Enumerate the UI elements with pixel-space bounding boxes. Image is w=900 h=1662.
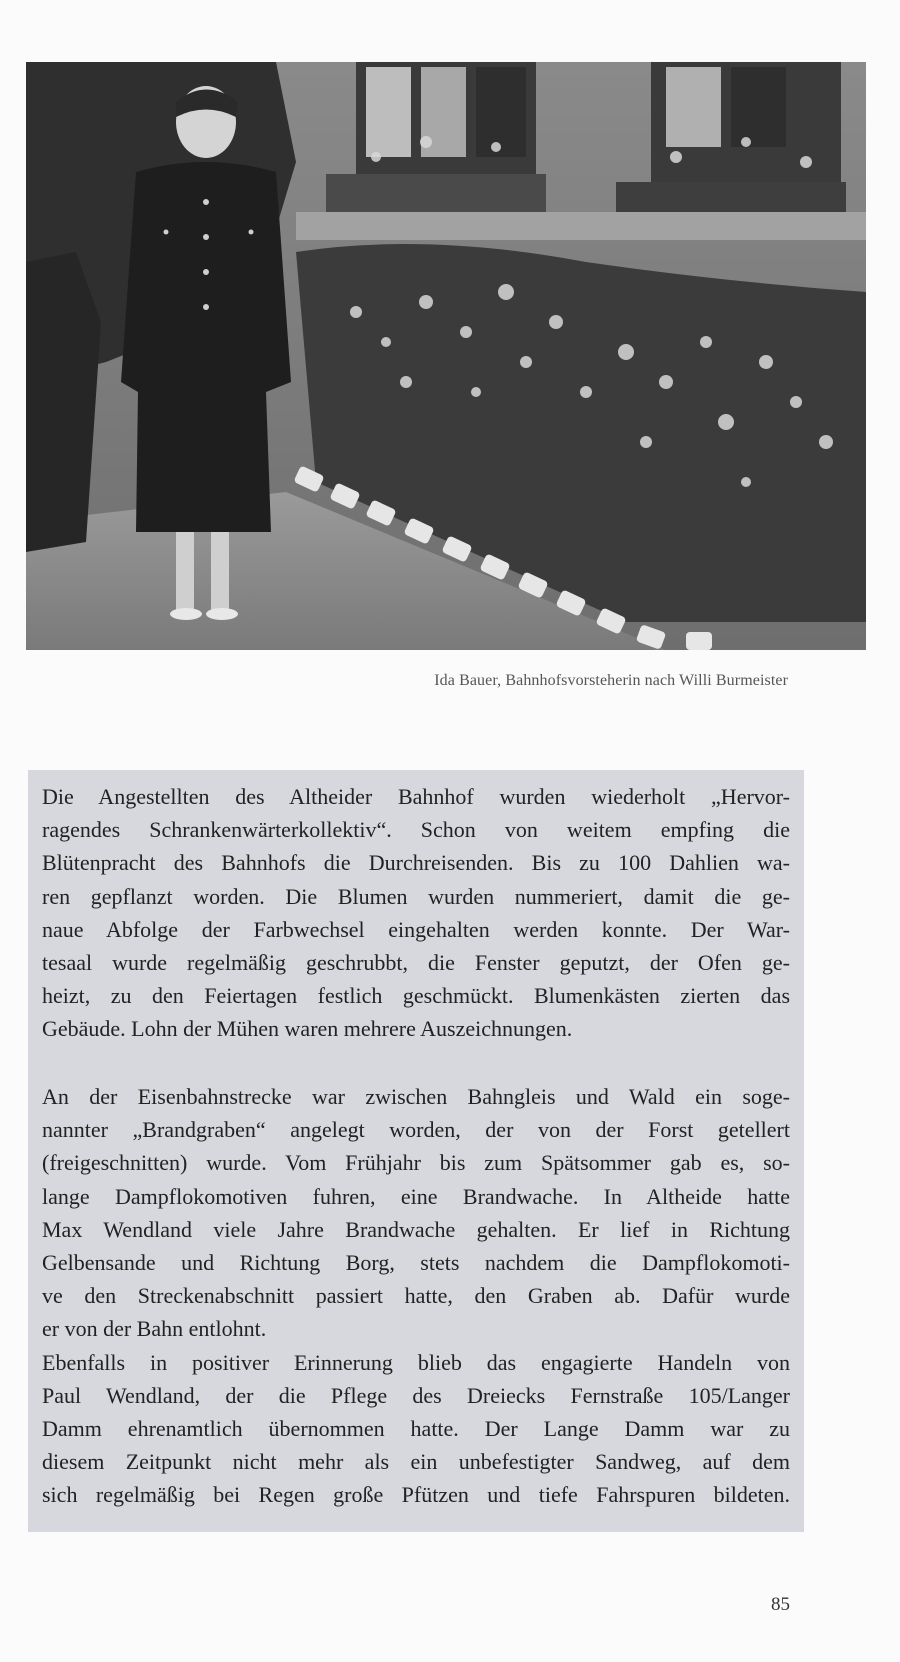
text-line: heizt, zu den Feiertagen festlich geschmückt. Blumenkästen zierten das	[42, 983, 790, 1009]
paragraph-2	[42, 1080, 790, 1512]
text-line: Damm ehrenamtlich übernommen hatte. Der Lange Damm war zu	[42, 1416, 790, 1442]
text-line: Ebenfalls in positiver Erinnerung blieb das engagierte Handeln von	[42, 1349, 790, 1375]
photo-caption: Ida Bauer, Bahnhofsvorsteherin nach Willi Burmeister	[434, 672, 788, 689]
text-line: Die Angestellten des Altheider Bahnhof wurden wiederholt „Hervor-	[42, 784, 790, 809]
text-line: diesem Zeitpunkt nicht mehr als ein unbefestigter Sandweg, auf dem	[42, 1449, 790, 1475]
text-line: er von der Bahn entlohnt.	[42, 1316, 267, 1342]
text-line: An der Eisenbahnstrecke war zwischen Bahngleis und Wald ein soge-	[42, 1084, 790, 1109]
text-line: ve den Streckenabschnitt passiert hatte, den Graben ab. Dafür wurde	[42, 1283, 790, 1309]
page-number: 85	[771, 1594, 790, 1615]
text-line: Gelbensande und Richtung Borg, stets nachdem die Dampflokomoti-	[42, 1250, 790, 1276]
text-line: Gebäude. Lohn der Mühen waren mehrere Auszeichnungen.	[42, 1016, 573, 1042]
text-line: sich regelmäßig bei Regen große Pfützen und tiefe Fahrspuren bildeten.	[42, 1482, 790, 1508]
text-line: Blütenpracht des Bahnhofs die Durchreisenden. Bis zu 100 Dahlien wa-	[42, 850, 790, 876]
text-line: lange Dampflokomotiven fuhren, eine Brandwache. In Altheide hatte	[42, 1183, 790, 1209]
text-line: ragendes Schrankenwärterkollektiv“. Schon von weitem empfing die	[42, 817, 790, 843]
paragraph-1	[42, 780, 790, 1046]
text-line: ren gepflanzt worden. Die Blumen wurden nummeriert, damit die ge-	[42, 883, 790, 909]
text-line: tesaal wurde regelmäßig geschrubbt, die Fenster geputzt, der Ofen ge-	[42, 950, 790, 976]
text-line: Paul Wendland, der die Pflege des Dreiecks Fernstraße 105/Langer	[42, 1382, 790, 1408]
text-line: nannter „Brandgraben“ angelegt worden, der von der Forst getellert	[42, 1117, 790, 1143]
text-line: naue Abfolge der Farbwechsel eingehalten werden konnte. Der War-	[42, 916, 790, 942]
text-line: (freigeschnitten) wurde. Vom Frühjahr bis zum Spätsommer gab es, so-	[42, 1150, 790, 1176]
historical-photo	[26, 62, 866, 650]
text-line: Max Wendland viele Jahre Brandwache gehalten. Er lief in Richtung	[42, 1216, 790, 1242]
